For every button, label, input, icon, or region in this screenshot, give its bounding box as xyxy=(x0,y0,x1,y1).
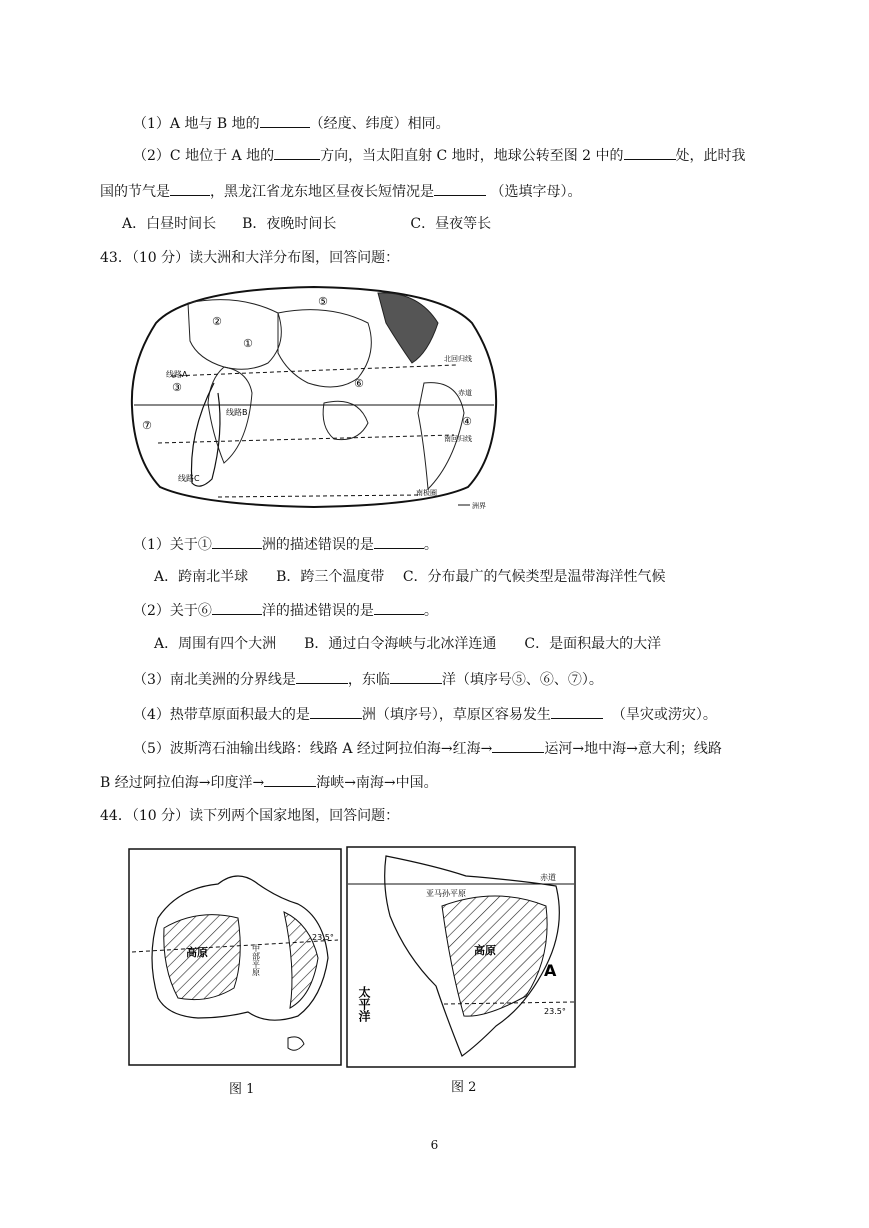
tropic-north-label: 北回归线 xyxy=(444,355,472,363)
map-label-5: ⑤ xyxy=(318,295,328,308)
answer-blank[interactable] xyxy=(390,669,442,684)
figure-1-caption: 图 1 xyxy=(229,1082,255,1097)
answer-blank[interactable] xyxy=(170,181,210,196)
aus-lat-label: 23.5° xyxy=(312,933,334,942)
answer-blank[interactable] xyxy=(374,600,424,615)
answer-blank[interactable] xyxy=(434,181,486,196)
map-label-7: ⑦ xyxy=(142,419,152,432)
legend-boundary-label: 洲界 xyxy=(472,502,486,510)
pacific-ocean-label: 太平洋 xyxy=(357,986,371,1022)
letter-a-label: A xyxy=(544,961,557,980)
answer-blank[interactable] xyxy=(551,704,603,719)
equator-label: 赤道 xyxy=(458,389,472,397)
aus-plain-label: 中部平原 xyxy=(251,944,261,976)
answer-blank[interactable] xyxy=(212,534,262,549)
q43-sub5: （5）波斯湾石油输出线路：线路 A 经过阿拉伯海→红海→ 运河→地中海→意大利；线路 xyxy=(133,738,722,759)
q43-sub1-options: A．跨南北半球 B．跨三个温度带 C．分布最广的气候类型是温带海洋性气候 xyxy=(154,569,666,585)
page-number: 6 xyxy=(430,1138,439,1152)
australia-map-figure xyxy=(128,848,342,1070)
answer-blank[interactable] xyxy=(310,704,362,719)
answer-blank[interactable] xyxy=(296,669,348,684)
map-label-4: ④ xyxy=(462,415,472,428)
option-b: B．夜晚时间长 xyxy=(242,216,337,232)
brazil-map-figure xyxy=(346,846,576,1070)
q43-sub3: （3）南北美洲的分界线是 ，东临 洋（填序号⑤、⑥、⑦）。 xyxy=(133,669,603,690)
route-c-label: 线路C xyxy=(178,474,200,483)
option-a: A．白昼时间长 xyxy=(122,216,217,232)
aus-plateau-label: 高原 xyxy=(186,946,208,959)
answer-blank[interactable] xyxy=(212,600,262,615)
q43-sub2-options: A．周围有四个大洲 B．通过白令海峡与北冰洋连通 C．是面积最大的大洋 xyxy=(154,636,662,652)
q43-sub2: （2）关于⑥ 洋的描述错误的是 。 xyxy=(133,600,438,621)
tropic-south-label: 南回归线 xyxy=(444,435,472,443)
q43-sub4: （4）热带草原面积最大的是 洲（填序号），草原区容易发生 （旱灾或涝灾）。 xyxy=(133,704,717,725)
option-c: C．昼夜等长 xyxy=(410,216,492,232)
q44-title: 44．（10 分）读下列两个国家地图，回答问题： xyxy=(100,808,400,824)
q43-sub5-cont: B 经过阿拉伯海→印度洋→ 海峡→南海→中国。 xyxy=(100,772,438,793)
map-label-2: ② xyxy=(212,315,222,328)
route-a-label: 线路A xyxy=(166,370,188,379)
route-b-label: 线路B xyxy=(226,408,248,417)
amazon-plain-label: 亚马孙平原 xyxy=(426,889,466,898)
map-label-6: ⑥ xyxy=(354,377,364,390)
q42-options xyxy=(122,214,491,234)
q43-sub1: （1）关于① 洲的描述错误的是 。 xyxy=(133,534,438,555)
answer-blank[interactable] xyxy=(624,145,676,160)
q42-part2-cont: 国的节气是 ，黑龙江省龙东地区昼夜长短情况是 （选填字母）。 xyxy=(100,181,581,202)
answer-blank[interactable] xyxy=(274,145,320,160)
answer-blank[interactable] xyxy=(260,113,310,128)
q42-part1: （1）A 地与 B 地的 （经度、纬度）相同。 xyxy=(133,113,450,134)
answer-blank[interactable] xyxy=(374,534,424,549)
map-label-3: ③ xyxy=(172,381,182,394)
map-label-1: ① xyxy=(243,337,253,350)
figure-2-caption: 图 2 xyxy=(451,1080,477,1095)
brazil-equator-label: 赤道 xyxy=(540,873,556,882)
polar-south-label: 南极圈 xyxy=(416,489,437,497)
brazil-plateau-label: 高原 xyxy=(474,944,496,957)
q43-title: 43．（10 分）读大洲和大洋分布图，回答问题： xyxy=(100,250,400,266)
world-map-figure xyxy=(128,283,500,511)
brazil-lat-label: 23.5° xyxy=(544,1007,566,1016)
answer-blank[interactable] xyxy=(264,772,316,787)
answer-blank[interactable] xyxy=(492,738,544,753)
q42-part2: （2）C 地位于 A 地的 方向，当太阳直射 C 地时，地球公转至图 2 中的 处，此时我 xyxy=(133,145,746,166)
